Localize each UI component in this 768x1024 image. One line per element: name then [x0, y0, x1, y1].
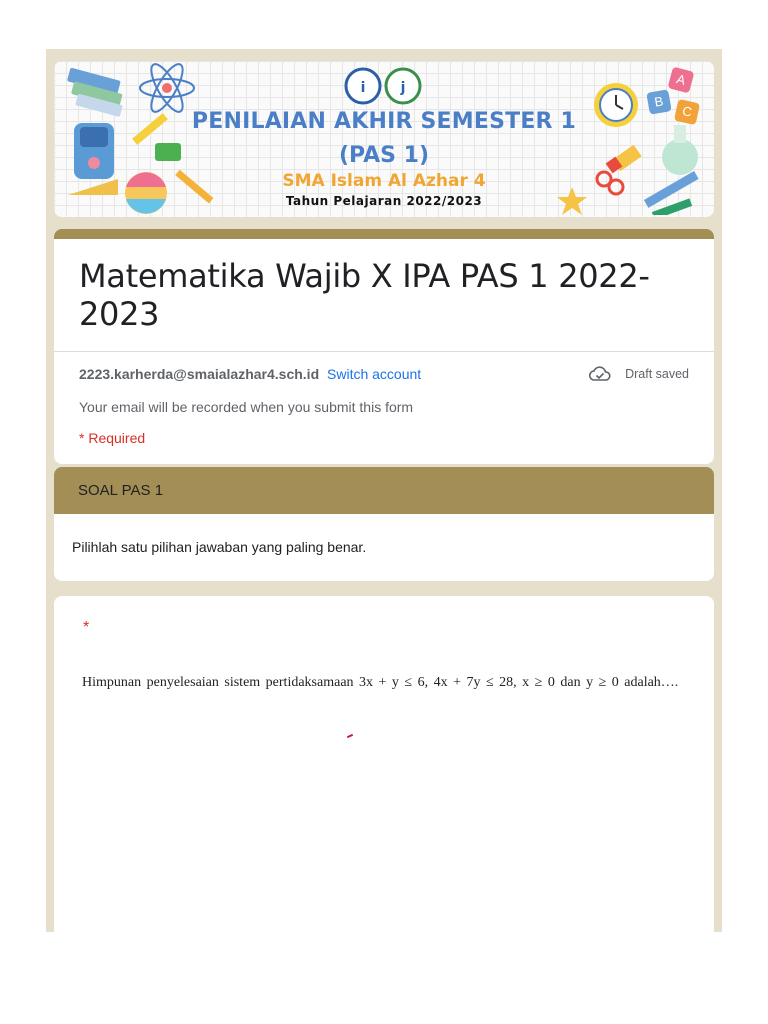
- letter-block-a: A: [668, 67, 695, 94]
- school-logo-icon: [344, 67, 424, 105]
- svg-text:i: i: [360, 80, 366, 96]
- banner-title: PENILAIAN AKHIR SEMESTER 1: [191, 109, 577, 134]
- email-record-note: Your email will be recorded when you submit this form: [79, 399, 414, 415]
- switch-account-link[interactable]: Switch account: [327, 366, 422, 382]
- form-header-card: [54, 229, 714, 464]
- stray-mark: [347, 734, 353, 738]
- header-banner: [54, 61, 714, 217]
- draft-status-text: Draft saved: [625, 367, 689, 381]
- form-title: Matematika Wajib X IPA PAS 1 2022-2023: [79, 257, 650, 333]
- cloud-check-icon: [589, 366, 611, 382]
- section-description: Pilihlah satu pilihan jawaban yang paling benar.: [72, 539, 367, 555]
- question-text: Himpunan penyelesaian sistem pertidaksamaan 3x + y ≤ 6, 4x + 7y ≤ 28, x ≥ 0 dan y ≥ 0 adalah….: [82, 675, 679, 690]
- account-row: [79, 366, 421, 382]
- atom-icon: [136, 63, 198, 113]
- section-body: [54, 514, 714, 581]
- divider: [54, 351, 714, 352]
- banner-academic-year: Tahun Pelajaran 2022/2023: [285, 194, 483, 208]
- letter-block-b: B: [646, 89, 671, 114]
- section-title: SOAL PAS 1: [78, 482, 164, 499]
- banner-school-name: SMA Islam Al Azhar 4: [282, 171, 486, 191]
- section-header: [54, 467, 714, 514]
- required-asterisk: *: [83, 619, 90, 636]
- letter-block-c: C: [674, 99, 700, 125]
- svg-text:j: j: [400, 80, 406, 96]
- account-email: 2223.karherda@smaialazhar4.sch.id: [79, 366, 320, 382]
- banner-subtitle: (PAS 1): [338, 143, 430, 168]
- draft-status: [589, 366, 689, 382]
- required-note: * Required: [79, 430, 146, 446]
- question-card: [54, 596, 714, 936]
